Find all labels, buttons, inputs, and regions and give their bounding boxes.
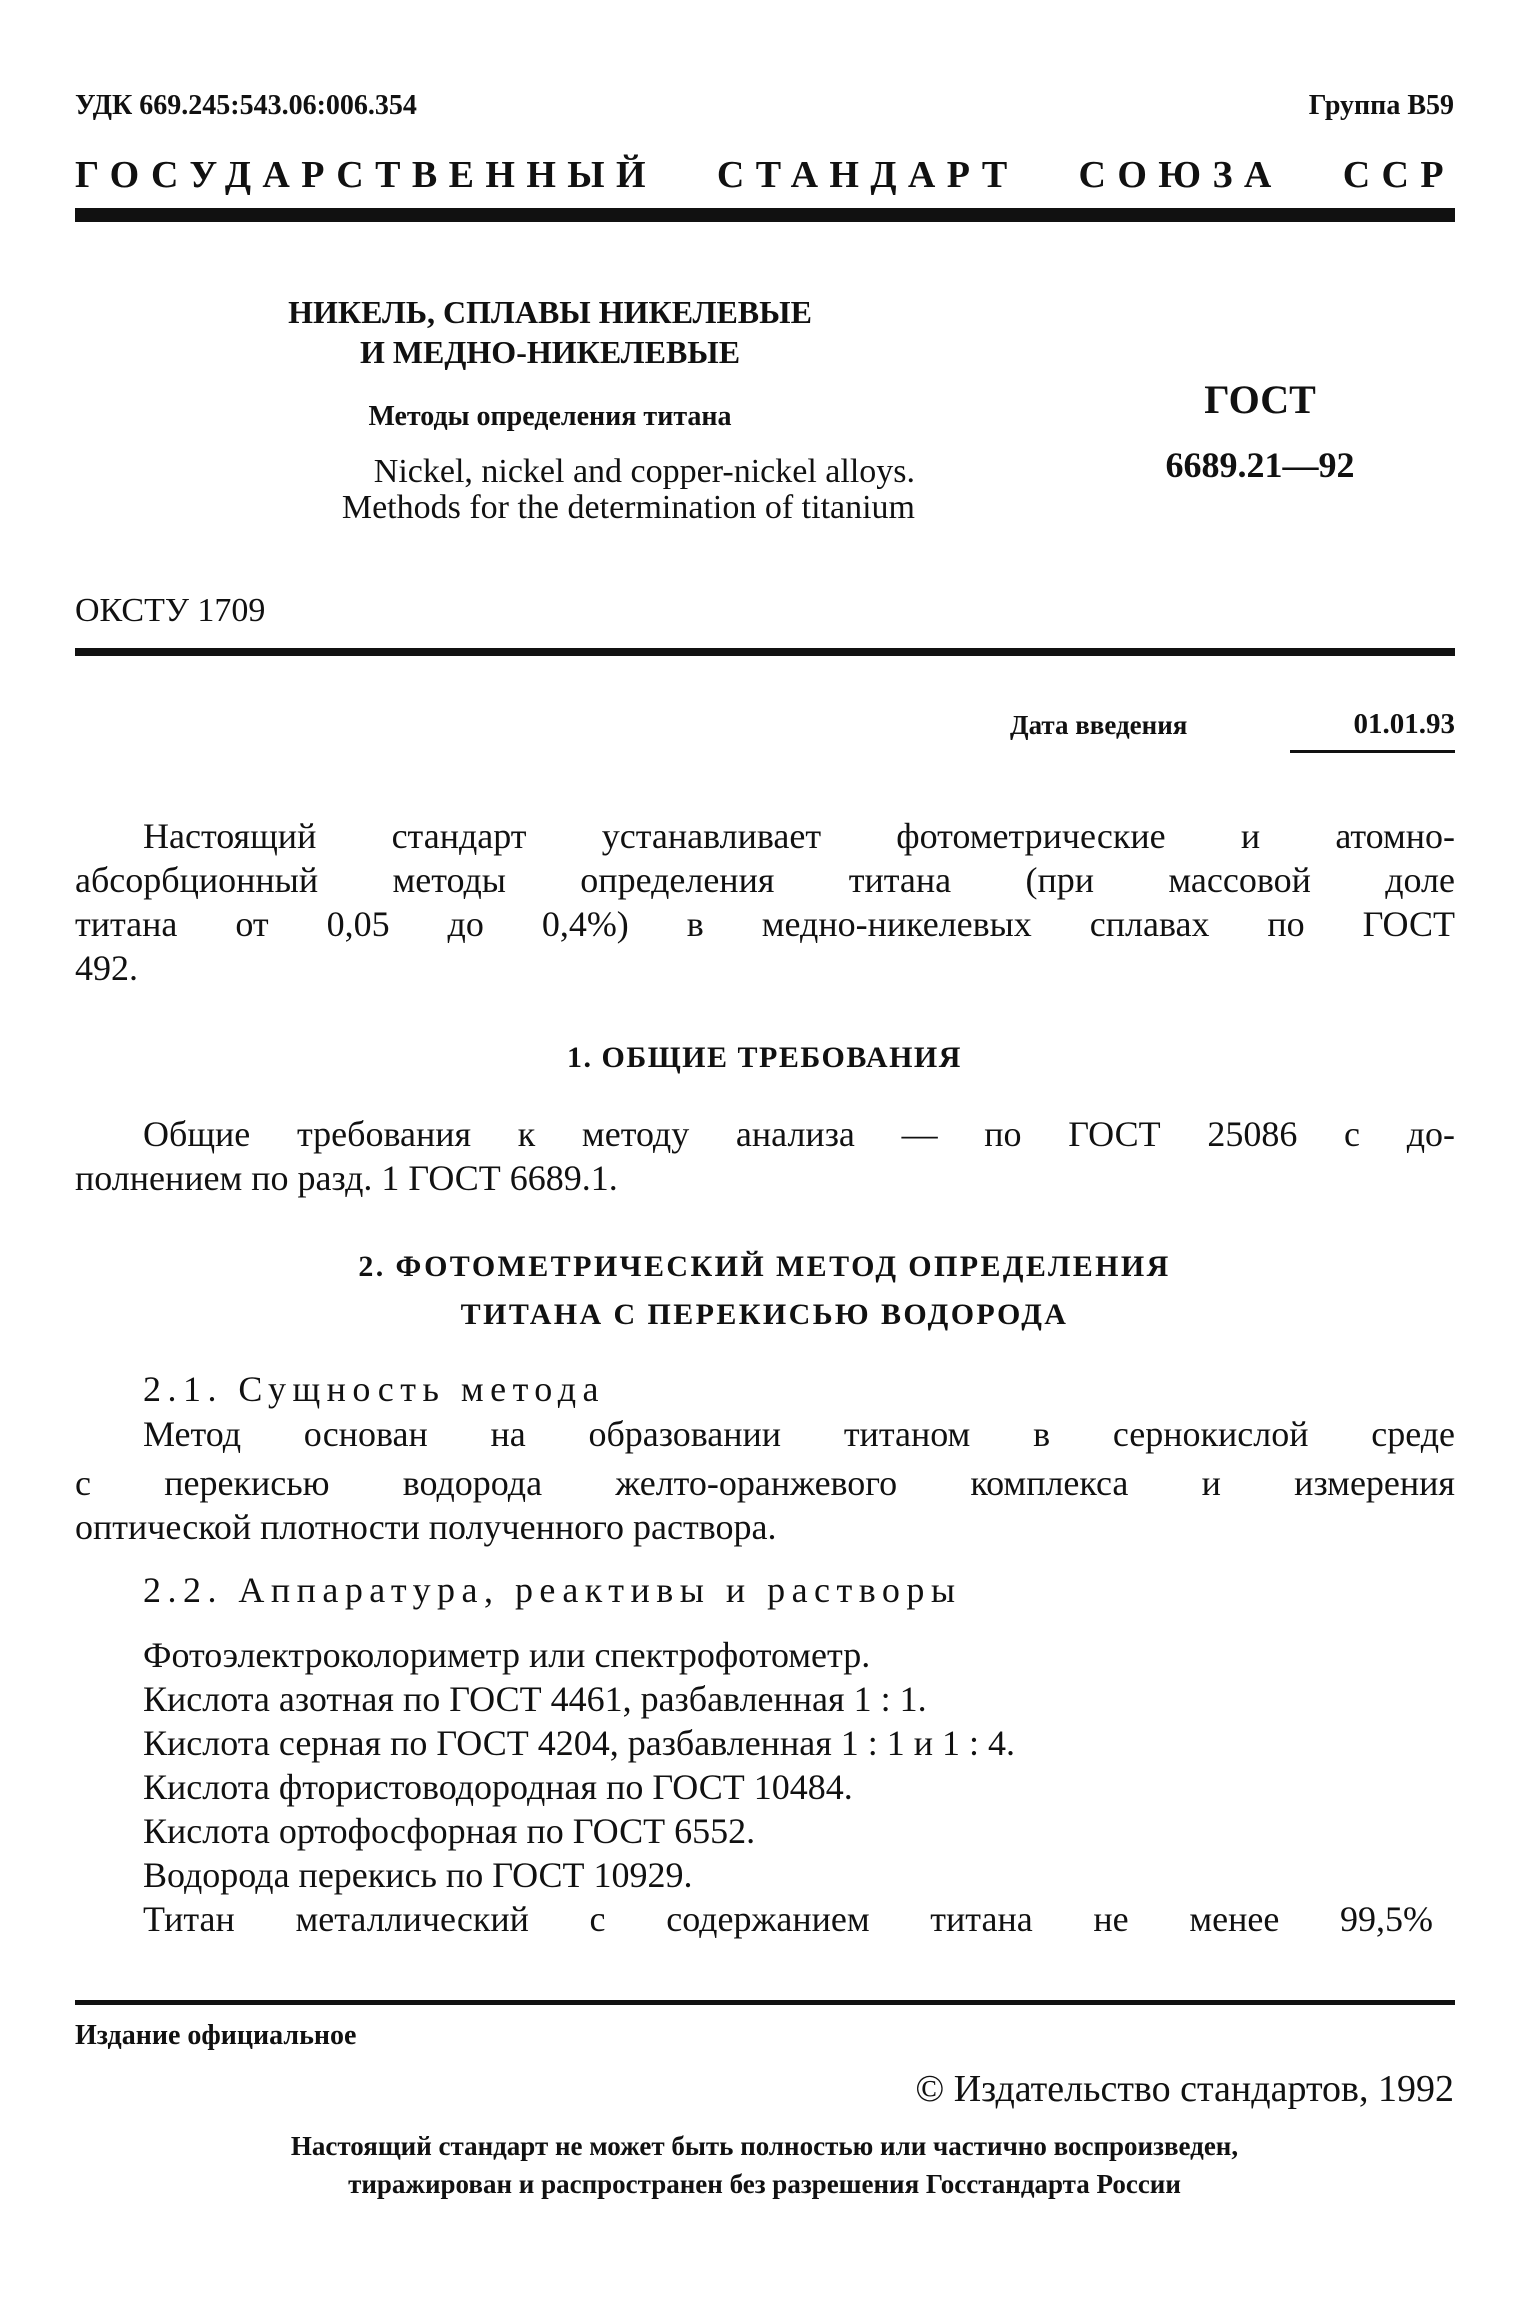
intro-line: титана от 0,05 до 0,4%) в медно-никелевых сплавах по ГОСТ <box>75 904 1455 944</box>
reagent-item: Кислота серная по ГОСТ 4204, разбавленная 1 : 1 и 1 : 4. <box>143 1723 1016 1763</box>
group-code: Группа В59 <box>1308 90 1454 121</box>
title-line-2: И МЕДНО-НИКЕЛЕВЫЕ <box>359 334 741 370</box>
reagent-item: Фотоэлектроколориметр или спектрофотометр. <box>143 1635 871 1675</box>
reagent-item: Кислота фтористоводородная по ГОСТ 10484. <box>143 1767 853 1807</box>
section-1-line: полнением по разд. 1 ГОСТ 6689.1. <box>75 1158 618 1198</box>
copyright-text: Издательство стандартов, 1992 <box>953 2068 1454 2110</box>
english-title-1: Nickel, nickel and copper-nickel alloys. <box>373 453 915 490</box>
intro-date-label: Дата введения <box>1010 710 1188 740</box>
reagent-item: Кислота азотная по ГОСТ 4461, разбавленная 1 : 1. <box>143 1679 927 1719</box>
notice-line-2: тиражирован и распространен без разрешения Госстандарта России <box>348 2169 1181 2199</box>
section-1-line: Общие требования к методу анализа — по ГОСТ 25086 с до- <box>143 1114 1455 1154</box>
gost-label: ГОСТ <box>1204 377 1316 422</box>
okstu-code: ОКСТУ 1709 <box>75 592 266 629</box>
copyright-line <box>915 2070 1454 2108</box>
section-2-heading-1: 2. ФОТОМЕТРИЧЕСКИЙ МЕТОД ОПРЕДЕЛЕНИЯ <box>358 1250 1171 1283</box>
edition-note: Издание официальное <box>75 2020 357 2051</box>
intro-line: Настоящий стандарт устанавливает фотометрические и атомно- <box>143 816 1455 856</box>
subsection-2-1-line: оптической плотности полученного раствора. <box>75 1507 777 1547</box>
section-1-heading: 1. ОБЩИЕ ТРЕБОВАНИЯ <box>567 1041 962 1074</box>
date-underline <box>1290 750 1455 753</box>
reagent-item: Титан металлический с содержанием титана не менее 99,5% <box>143 1899 1433 1939</box>
english-title-2: Methods for the determination of titanium <box>341 489 915 526</box>
reagent-item: Водорода перекись по ГОСТ 10929. <box>143 1855 693 1895</box>
footer-rule <box>75 2000 1455 2005</box>
copyright-icon: © <box>915 2068 945 2110</box>
header-rule <box>75 208 1455 222</box>
banner-title: ГОСУДАРСТВЕННЫЙ СТАНДАРТ СОЮЗА ССР <box>75 154 1455 196</box>
reagent-item: Кислота ортофосфорная по ГОСТ 6552. <box>143 1811 756 1851</box>
subsection-2-1-line: с перекисью водорода желто-оранжевого комплекса и измерения <box>75 1463 1455 1503</box>
intro-line: 492. <box>75 948 138 988</box>
notice-line-1: Настоящий стандарт не может быть полностью или частично воспроизведен, <box>290 2131 1239 2161</box>
subsection-2-1-line: Метод основан на образовании титаном в сернокислой среде <box>143 1414 1455 1454</box>
title-line-1: НИКЕЛЬ, СПЛАВЫ НИКЕЛЕВЫЕ <box>288 294 812 330</box>
intro-line: абсорбционный методы определения титана (при массовой доле <box>75 860 1455 900</box>
section-2-heading-2: ТИТАНА С ПЕРЕКИСЬЮ ВОДОРОДА <box>460 1298 1069 1331</box>
subsection-2-1-title: 2.1. Сущность метода <box>143 1369 606 1409</box>
subsection-2-2-title: 2.2. Аппаратура, реактивы и растворы <box>143 1570 962 1610</box>
title-rule <box>75 648 1455 656</box>
intro-date-value: 01.01.93 <box>1353 708 1455 740</box>
subtitle: Методы определения титана <box>368 401 732 432</box>
gost-number: 6689.21—92 <box>1165 445 1355 485</box>
udc-code: УДК 669.245:543.06:006.354 <box>75 90 417 121</box>
